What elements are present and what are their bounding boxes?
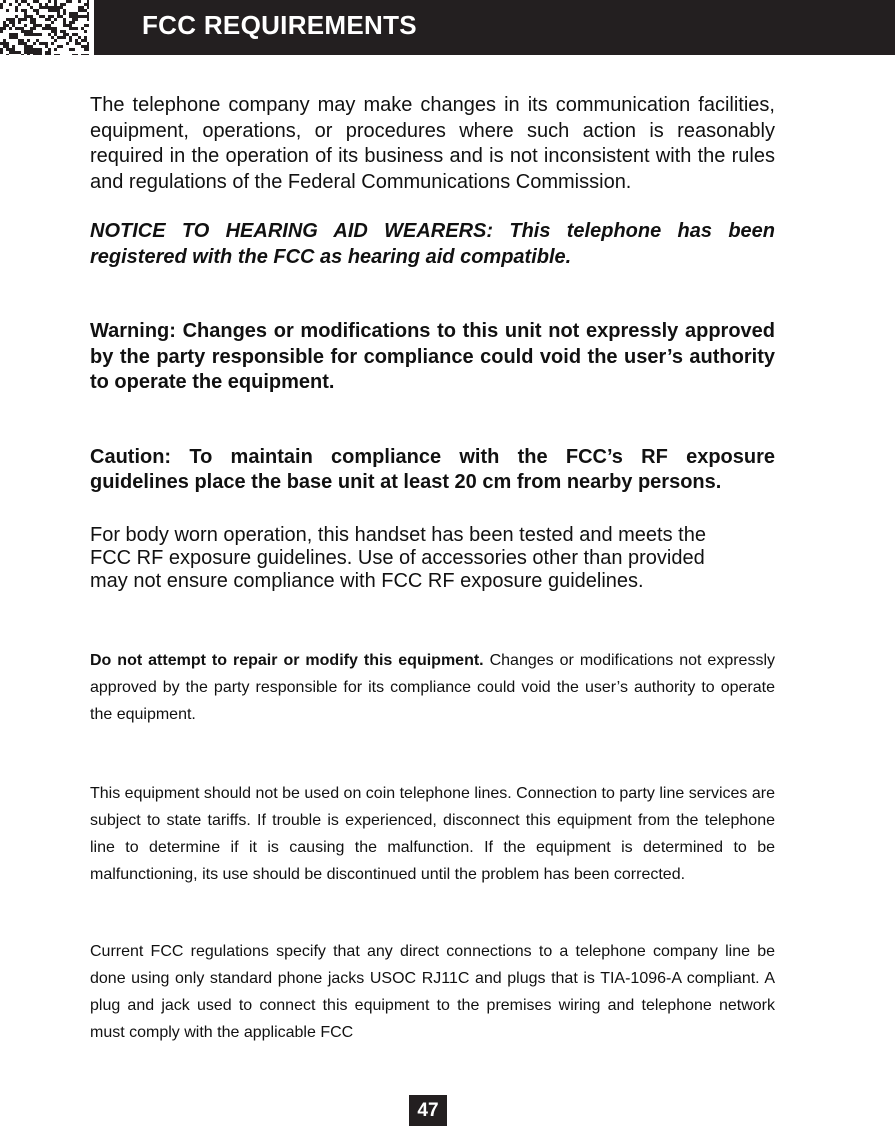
body-worn-line: For body worn operation, this handset has been tested and meets the	[90, 523, 706, 546]
warning-paragraph: Warning: Changes or modifications to this unit not expressly approved by the party responsible for compliance could void the user’s authority to operate the equipment.	[90, 320, 775, 393]
page-content	[90, 93, 775, 1046]
title-bar	[94, 0, 895, 55]
page-title: FCC REQUIREMENTS	[142, 10, 417, 40]
paragraph-telephone-company: The telephone company may make changes in its communication facilities, equipment, operations, or procedures where such action is reasonably required in the operation of its business and is not inconsistent with the rules and regulations of the Federal Communications Commission.	[90, 94, 775, 193]
noise-pattern-icon	[0, 0, 89, 55]
page-header	[0, 0, 895, 55]
repair-text: Changes or modifications not expressly approved by the party responsible for its compliance could void the user’s authority to operate the equipment.	[90, 651, 775, 723]
page-number: 47	[409, 1095, 447, 1126]
repair-bold-text: Do not attempt to repair or modify this equipment.	[90, 651, 484, 669]
repair-paragraph	[90, 647, 775, 728]
caution-paragraph: Caution: To maintain compliance with the FCC’s RF exposure guidelines place the base unit at least 20 cm from nearby persons.	[90, 445, 775, 493]
coin-line-paragraph: This equipment should not be used on coin telephone lines. Connection to party line services are subject to state tariffs. If trouble is experienced, disconnect this equipment from the telephone line to determine if it is causing the malfunction. If the equipment is determined to be malfunctioning, its use should be discontinued until the problem has been corrected.	[90, 784, 775, 883]
body-worn-line: may not ensure compliance with FCC RF exposure guidelines.	[90, 569, 644, 592]
body-worn-paragraph	[90, 524, 775, 593]
notice-hearing-aid: NOTICE TO HEARING AID WEARERS: This telephone has been registered with the FCC as hearing aid compatible.	[90, 220, 775, 268]
body-worn-line: FCC RF exposure guidelines. Use of accessories other than provided	[90, 546, 705, 569]
current-regulations-paragraph: Current FCC regulations specify that any direct connections to a telephone company line be done using only standard phone jacks USOC RJ11C and plugs that is TIA-1096-A compliant. A plug and jack used to connect this equipment to the premises wiring and telephone network must comply with the applicable FCC	[90, 942, 775, 1041]
